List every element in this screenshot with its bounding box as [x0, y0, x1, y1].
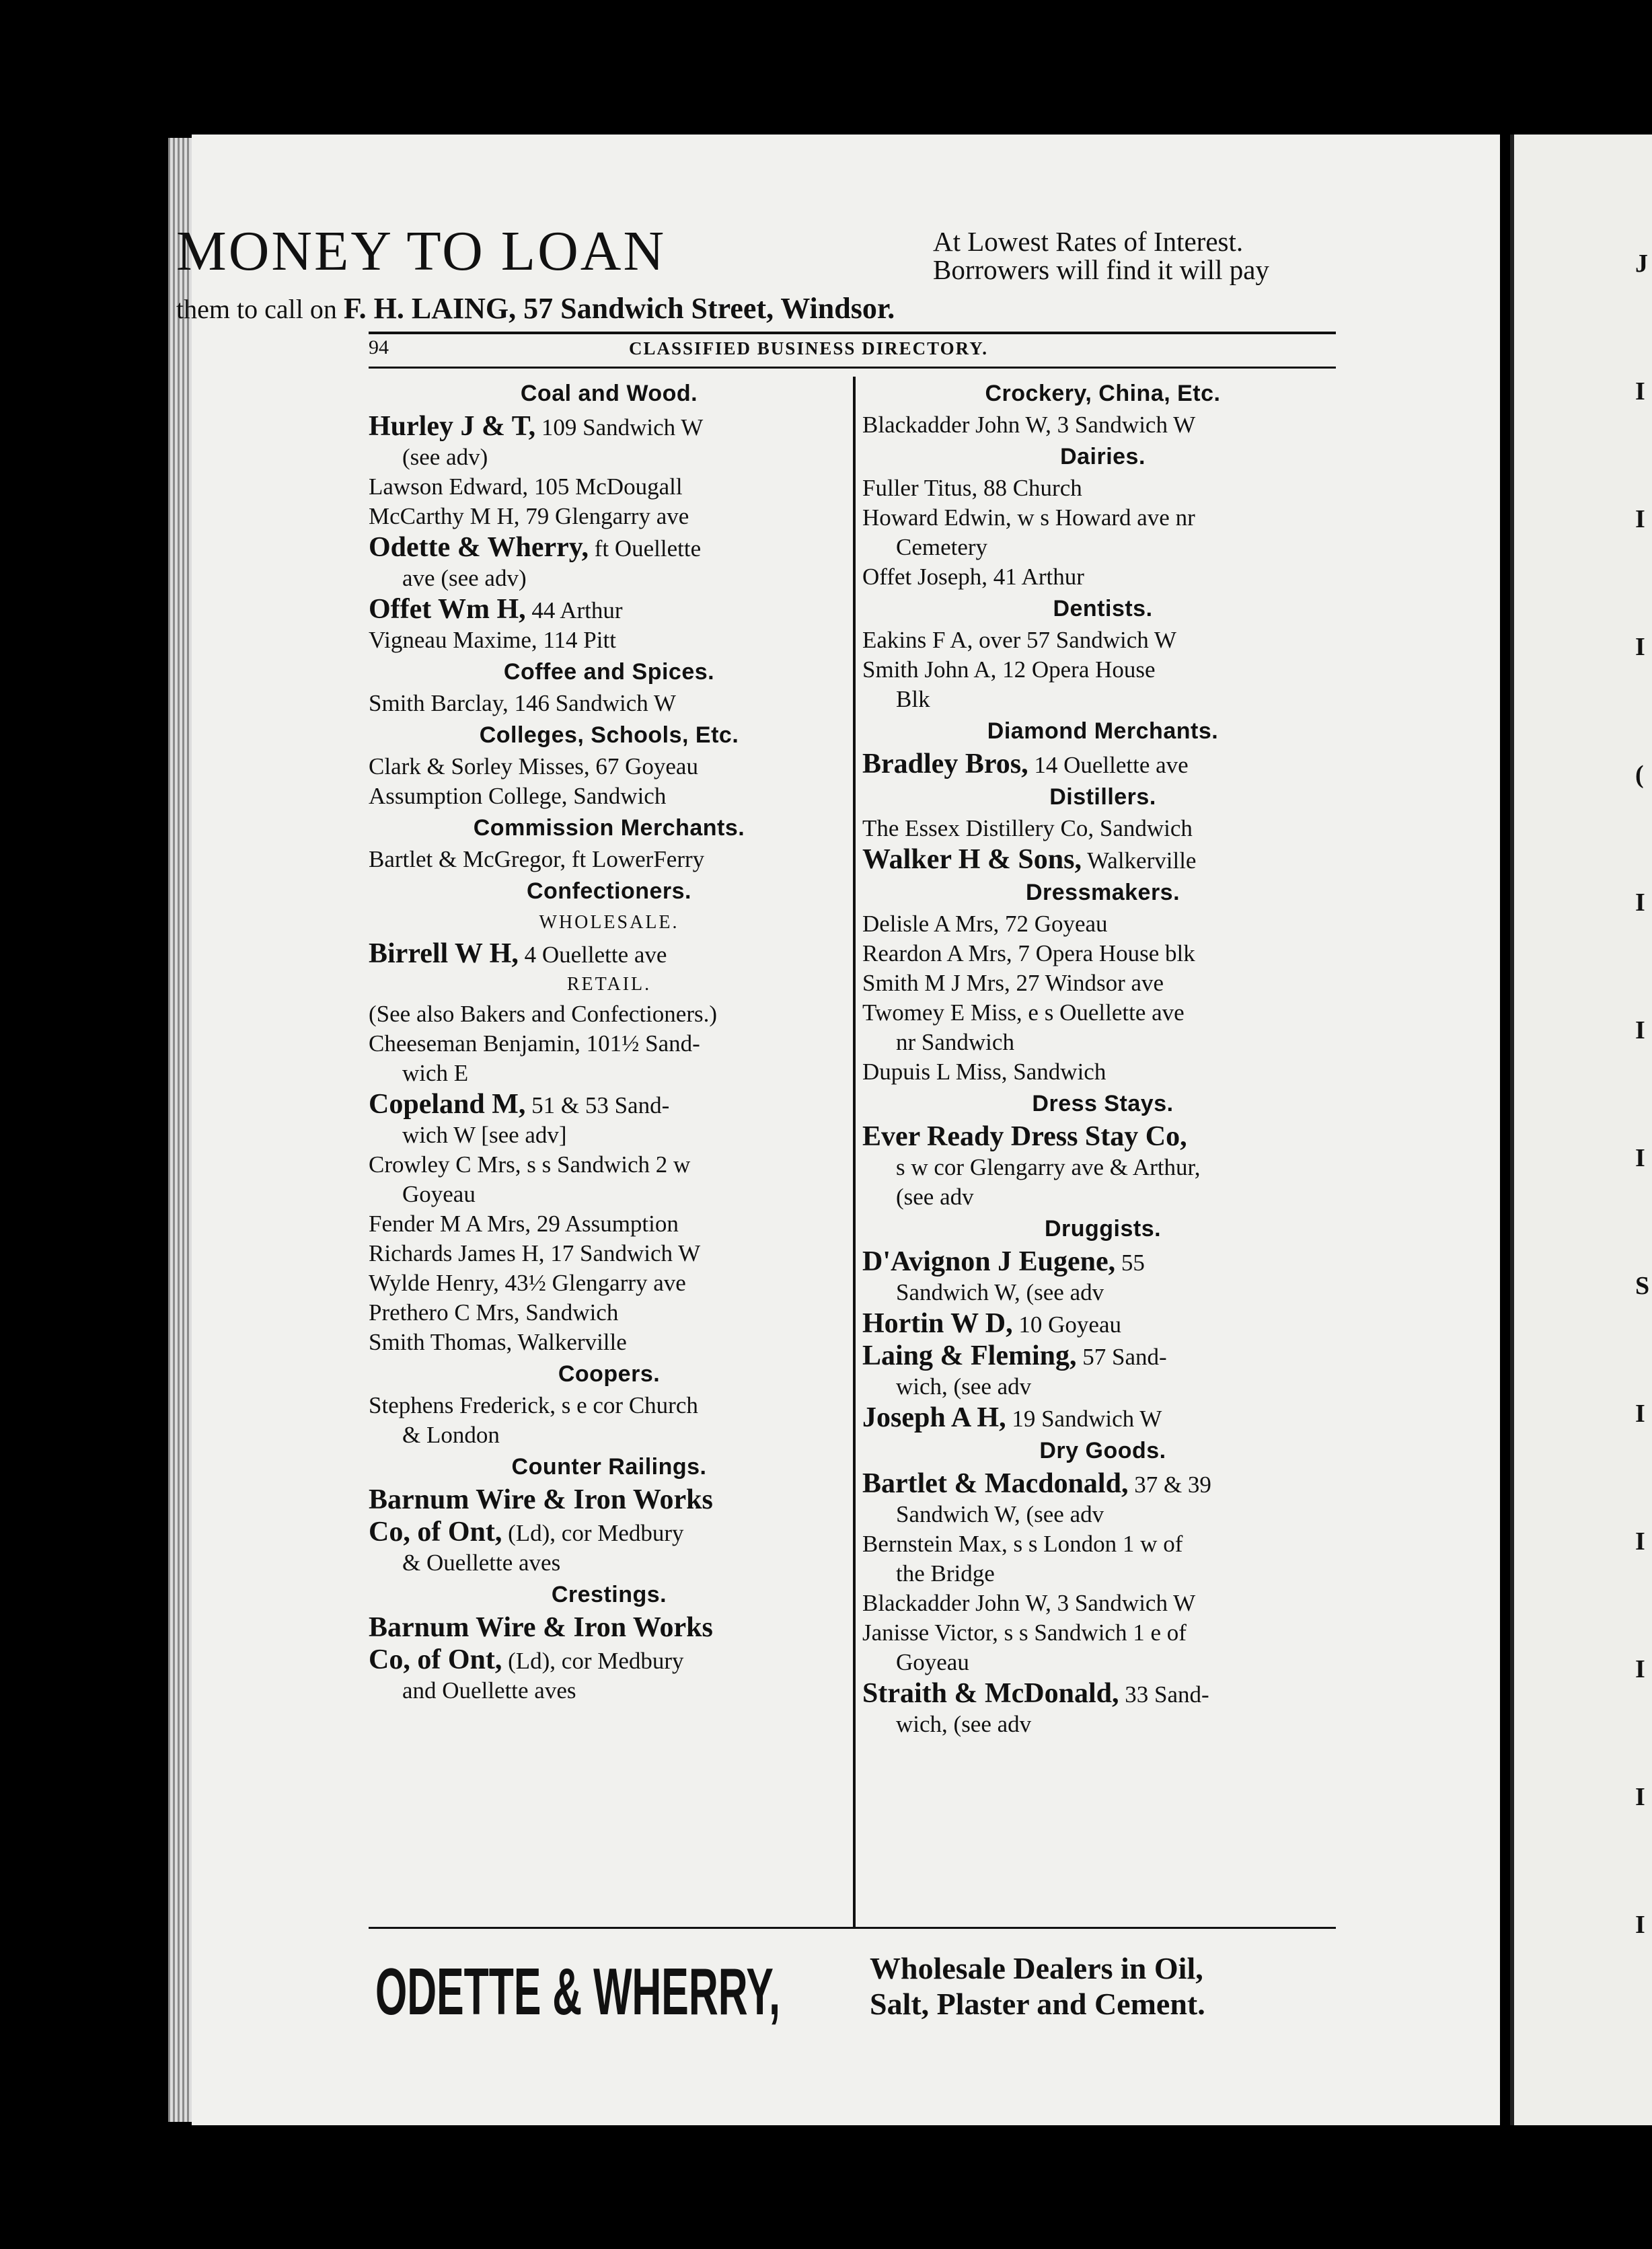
category-heading: Dairies.: [1060, 444, 1146, 469]
listing-address: (Ld), cor Medbury: [502, 1520, 684, 1546]
listing-address: 4 Ouellette ave: [518, 942, 667, 968]
listing: Blackadder John W, 3 Sandwich W: [862, 1590, 1196, 1616]
listing: Crowley C Mrs, s s Sandwich 2 w: [369, 1151, 691, 1178]
listing: Bernstein Max, s s London 1 w of: [862, 1531, 1183, 1557]
listing: Vigneau Maxime, 114 Pitt: [369, 627, 616, 653]
category-heading: Dry Goods.: [1039, 1438, 1166, 1463]
title-rule: [369, 367, 1336, 369]
listing-continuation: wich E: [402, 1060, 469, 1086]
ad-side-line-1: At Lowest Rates of Interest.: [933, 226, 1244, 257]
loan-advertisement: [176, 219, 1333, 326]
listing-continuation: (see adv: [896, 1184, 974, 1210]
footer-rule: [369, 1927, 1336, 1929]
listing: Smith John A, 12 Opera House: [862, 656, 1156, 683]
listing-address: 33 Sand-: [1119, 1681, 1209, 1708]
listing-continuation: Goyeau: [896, 1649, 969, 1675]
listing-bold: [369, 938, 850, 970]
adjacent-page-letter: (: [1635, 761, 1644, 789]
listing-bold: [862, 1677, 1343, 1710]
listing-continuation: wich W [see adv]: [402, 1122, 567, 1148]
category-heading: Crockery, China, Etc.: [985, 381, 1221, 406]
adjacent-page-letter: I: [1635, 888, 1645, 917]
category-heading: Dentists.: [1053, 596, 1153, 621]
category-heading: Diamond Merchants.: [987, 718, 1219, 744]
listing: Dupuis L Miss, Sandwich: [862, 1059, 1106, 1085]
listing-address: 51 & 53 Sand-: [525, 1092, 670, 1118]
adjacent-page-letter: I: [1635, 1016, 1645, 1044]
listing-bold: [862, 1246, 1343, 1278]
footer-advertisement: [369, 1947, 1344, 2048]
listing-name: Odette & Wherry,: [369, 532, 589, 563]
category-heading: Druggists.: [1044, 1216, 1162, 1242]
adjacent-page-letter: I: [1635, 1911, 1645, 1939]
listing: Prethero C Mrs, Sandwich: [369, 1299, 619, 1326]
listing-bold: [862, 1467, 1343, 1500]
listing: Howard Edwin, w s Howard ave nr: [862, 504, 1195, 531]
listing-address: 19 Sandwich W: [1006, 1406, 1162, 1432]
listing: Cheeseman Benjamin, 101½ Sand-: [369, 1030, 700, 1057]
listing: Lawson Edward, 105 McDougall: [369, 473, 683, 500]
listing: Twomey E Miss, e s Ouellette ave: [862, 999, 1185, 1026]
adjacent-page-letter: I: [1635, 1144, 1645, 1172]
listing-continuation: and Ouellette aves: [402, 1677, 576, 1704]
adjacent-page-letter: I: [1635, 1655, 1645, 1683]
listing: Eakins F A, over 57 Sandwich W: [862, 627, 1176, 653]
listing: McCarthy M H, 79 Glengarry ave: [369, 503, 689, 529]
listing-bold: [862, 843, 1343, 876]
listing-address: (Ld), cor Medbury: [502, 1648, 684, 1674]
listing: Wylde Henry, 43½ Glengarry ave: [369, 1270, 686, 1296]
listing-name: D'Avignon J Eugene,: [862, 1246, 1116, 1277]
listing: Clark & Sorley Misses, 67 Goyeau: [369, 753, 698, 779]
footer-firm-name: ODETTE & WHERRY,: [375, 1954, 781, 2028]
category-heading: Coffee and Spices.: [503, 659, 715, 685]
listing-bold: [862, 1402, 1343, 1434]
listing-name: Bradley Bros,: [862, 749, 1028, 779]
category-heading: Commission Merchants.: [473, 815, 745, 841]
listing: Fuller Titus, 88 Church: [862, 475, 1082, 501]
adjacent-page-letter: I: [1635, 505, 1645, 533]
listing-name: Barnum Wire & Iron Works: [369, 1484, 713, 1515]
subheading: WHOLESALE.: [539, 912, 679, 933]
category-heading: Counter Railings.: [511, 1454, 707, 1480]
adjacent-page-letter: J: [1635, 250, 1648, 278]
page-edge: [168, 138, 195, 2122]
left-column: [369, 377, 850, 1927]
listing-address: 10 Goyeau: [1012, 1311, 1121, 1338]
ad-line-3-prefix: them to call on: [176, 294, 344, 324]
listing-continuation: wich, (see adv: [896, 1373, 1032, 1400]
listing: Blackadder John W, 3 Sandwich W: [862, 412, 1196, 438]
listing: Delisle A Mrs, 72 Goyeau: [862, 911, 1108, 937]
listing-continuation: wich, (see adv: [896, 1711, 1032, 1737]
listing-name: Barnum Wire & Iron Works: [369, 1612, 713, 1643]
listing-continuation: Sandwich W, (see adv: [896, 1501, 1104, 1527]
listing-name: Laing & Fleming,: [862, 1340, 1077, 1371]
listing-address: Walkerville: [1081, 847, 1197, 874]
right-column: [862, 377, 1343, 1927]
footer-line-2: Salt, Plaster and Cement.: [870, 1987, 1205, 2021]
page-number: 94: [369, 336, 389, 358]
listing-continuation: nr Sandwich: [896, 1029, 1014, 1055]
listing-bold: [862, 1307, 1343, 1340]
category-heading: Crestings.: [551, 1582, 667, 1607]
listing-name: Copeland M,: [369, 1089, 526, 1120]
category-heading: Coopers.: [558, 1361, 661, 1387]
header-rule: [369, 332, 1336, 334]
listing-bold: [369, 1088, 850, 1120]
listing: Smith Barclay, 146 Sandwich W: [369, 690, 676, 716]
listing-continuation: Goyeau: [402, 1181, 476, 1207]
listing: The Essex Distillery Co, Sandwich: [862, 815, 1193, 841]
listing-address: 109 Sandwich W: [535, 414, 704, 441]
listing-name: Co, of Ont,: [369, 1517, 502, 1548]
subheading: RETAIL.: [566, 974, 652, 995]
footer-line-1: Wholesale Dealers in Oil,: [870, 1951, 1203, 1985]
listing-bold: [369, 410, 850, 443]
listing-bold: [369, 1611, 850, 1644]
listing-continuation: Sandwich W, (see adv: [896, 1279, 1104, 1305]
listing-continuation: the Bridge: [896, 1560, 995, 1587]
category-heading: Coal and Wood.: [520, 381, 698, 406]
listing-bold: [862, 1120, 1343, 1153]
listing-address: 44 Arthur: [525, 597, 623, 623]
listing-name: Ever Ready Dress Stay Co,: [862, 1121, 1187, 1152]
listing: Offet Joseph, 41 Arthur: [862, 564, 1084, 590]
category-heading: Colleges, Schools, Etc.: [479, 722, 739, 748]
listing-name: Straith & McDonald,: [862, 1678, 1119, 1709]
ad-side-line-2: Borrowers will find it will pay: [933, 254, 1269, 285]
listing-address: 57 Sand-: [1076, 1344, 1167, 1370]
adjacent-page: [1510, 135, 1652, 2125]
category-heading: Distillers.: [1049, 784, 1156, 810]
listing-continuation: Cemetery: [896, 534, 988, 560]
adjacent-page-letter: S: [1635, 1272, 1650, 1300]
category-heading: Confectioners.: [526, 878, 692, 904]
ad-line-3-name: F. H. LAING, 57 Sandwich Street, Windsor.: [343, 292, 895, 325]
listing: Reardon A Mrs, 7 Opera House blk: [862, 940, 1195, 966]
listing-name: Co, of Ont,: [369, 1644, 502, 1675]
listing-continuation: ave (see adv): [402, 565, 527, 591]
listing-address: 14 Ouellette ave: [1028, 752, 1189, 778]
listing: Smith M J Mrs, 27 Windsor ave: [862, 970, 1164, 996]
listing-address: 55: [1115, 1250, 1145, 1276]
listing: Janisse Victor, s s Sandwich 1 e of: [862, 1619, 1187, 1646]
adjacent-page-letter: I: [1635, 1400, 1645, 1428]
listing-bold: [369, 593, 850, 625]
listing-bold: [862, 748, 1343, 780]
listing-continuation: & London: [402, 1422, 500, 1448]
listing-bold: [369, 1484, 850, 1516]
adjacent-page-letter: I: [1635, 633, 1645, 661]
listing-name: Hurley J & T,: [369, 411, 536, 442]
listing: (See also Bakers and Confectioners.): [369, 1001, 718, 1027]
listing-address: 37 & 39: [1128, 1472, 1211, 1498]
listing-name: Walker H & Sons,: [862, 844, 1082, 875]
listing: Smith Thomas, Walkerville: [369, 1329, 627, 1355]
listing-name: Hortin W D,: [862, 1308, 1013, 1339]
listing: Stephens Frederick, s e cor Church: [369, 1392, 698, 1418]
listing-address: ft Ouellette: [588, 535, 702, 562]
category-heading: Dressmakers.: [1025, 880, 1180, 905]
listing-bold: [862, 1340, 1343, 1372]
listing-continuation: Blk: [896, 686, 930, 712]
listing-bold: [369, 1644, 850, 1676]
listing-bold: [369, 531, 850, 564]
listing: Assumption College, Sandwich: [369, 783, 667, 809]
listing: Fender M A Mrs, 29 Assumption: [369, 1211, 679, 1237]
listing-continuation: & Ouellette aves: [402, 1550, 561, 1576]
listing-continuation: s w cor Glengarry ave & Arthur,: [896, 1154, 1201, 1180]
listing: Bartlet & McGregor, ft LowerFerry: [369, 846, 705, 872]
adjacent-page-letter: I: [1635, 1527, 1645, 1556]
adjacent-page-letter: I: [1635, 377, 1645, 406]
listing-name: Offet Wm H,: [369, 594, 526, 625]
listing-name: Birrell W H,: [369, 938, 519, 969]
ad-headline: MONEY TO LOAN: [176, 220, 667, 282]
directory-title: CLASSIFIED BUSINESS DIRECTORY.: [629, 338, 988, 358]
listing-continuation: (see adv): [402, 444, 488, 470]
ad-line-3: [176, 291, 895, 326]
column-divider: [853, 377, 856, 1927]
listing-name: Bartlet & Macdonald,: [862, 1468, 1129, 1499]
listing-name: Joseph A H,: [862, 1402, 1006, 1433]
category-heading: Dress Stays.: [1032, 1091, 1174, 1116]
listing-bold: [369, 1516, 850, 1548]
adjacent-page-letter: I: [1635, 1783, 1645, 1811]
listing: Richards James H, 17 Sandwich W: [369, 1240, 701, 1266]
